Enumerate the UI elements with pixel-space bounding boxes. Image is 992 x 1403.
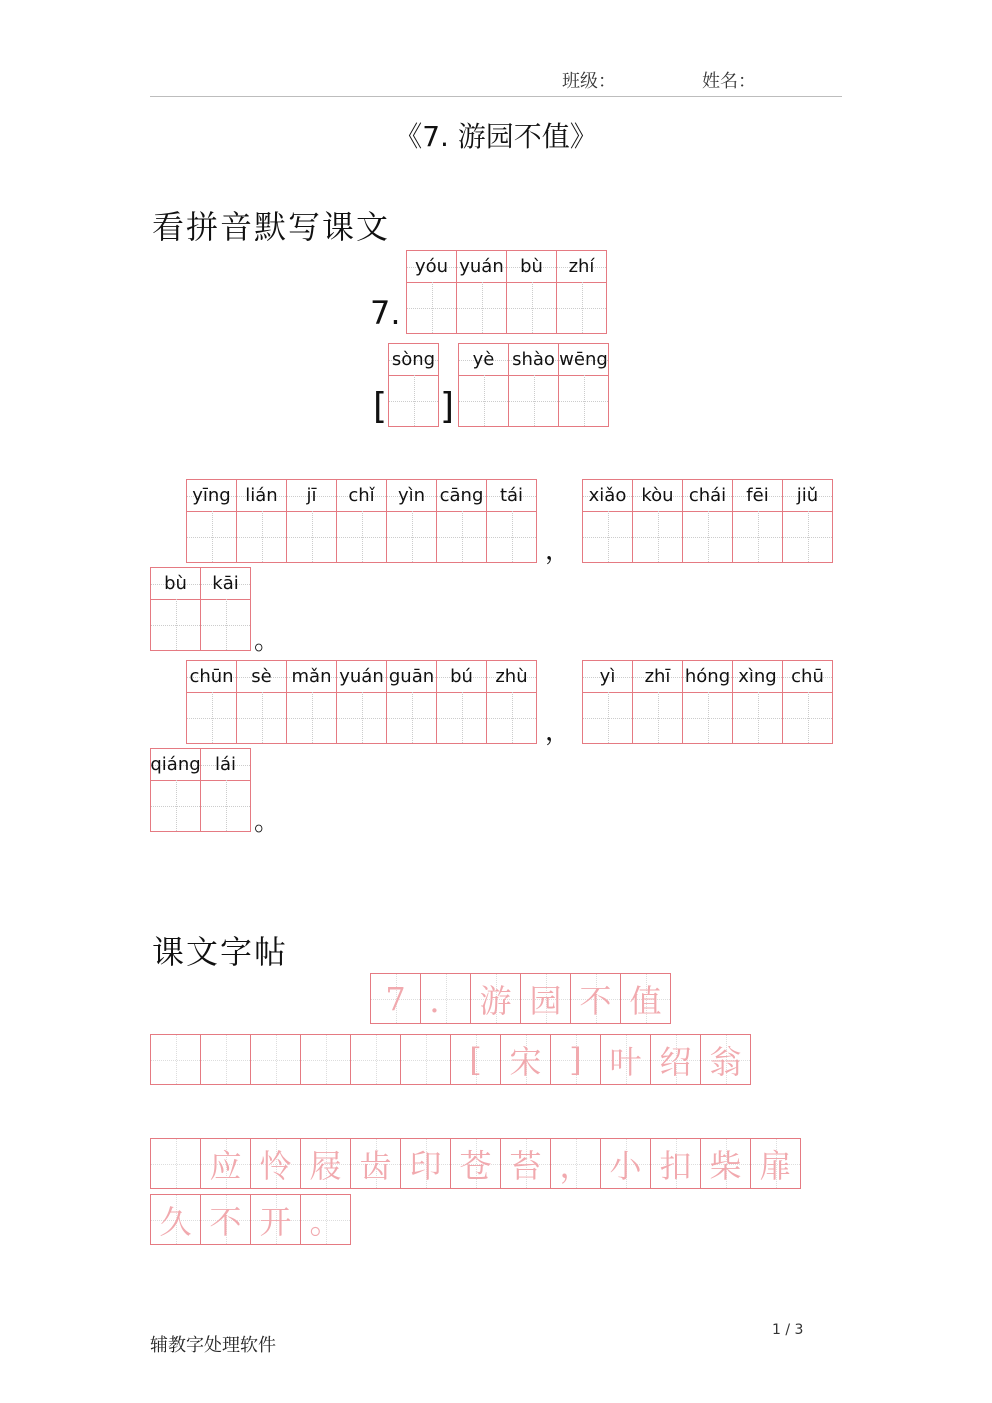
pinyin-text: xìng [738,666,777,687]
pinyin-cell[interactable] [732,479,783,563]
trace-cell[interactable] [650,1034,701,1085]
pinyin-label [457,251,506,283]
pinyin-label [507,251,556,283]
trace-character: 开 [259,1202,292,1241]
pinyin-text: bù [520,256,543,277]
pinyin-text: zhī [644,666,671,687]
trace-cell[interactable] [150,1194,201,1245]
hanzi-writing-box[interactable] [557,282,606,333]
trace-cell[interactable] [570,973,621,1024]
pinyin-cell[interactable] [150,567,201,651]
trace-cell[interactable] [300,1138,351,1189]
trace-cell[interactable] [200,1034,251,1085]
hanzi-writing-box[interactable] [287,692,336,743]
pinyin-label [683,661,732,693]
hanzi-writing-box[interactable] [407,282,456,333]
trace-character: ， [559,1146,592,1185]
trace-cell[interactable] [150,1034,201,1085]
hanzi-writing-box[interactable] [237,511,286,562]
line2-second-half-grid [582,660,833,744]
pinyin-cell[interactable] [508,343,559,427]
trace-character: 值 [629,981,662,1020]
pinyin-text: yìn [397,485,426,506]
hanzi-writing-box[interactable] [633,511,682,562]
pinyin-text: jī [306,485,317,506]
line1-second-half-grid [582,479,833,563]
pinyin-text: yīng [192,485,231,506]
pinyin-text: yóu [414,256,449,277]
pinyin-text: cāng [439,485,484,506]
pinyin-label [237,661,286,693]
hanzi-writing-box[interactable] [237,692,286,743]
copybook-poem-row-1 [150,1138,801,1189]
pinyin-label [337,661,386,693]
pinyin-text: yì [599,666,616,687]
line1-comma: ， [545,536,572,566]
trace-character: 绍 [659,1042,692,1081]
trace-cell[interactable] [500,1034,551,1085]
pinyin-cell[interactable] [782,660,833,744]
pinyin-cell[interactable] [388,343,439,427]
trace-character: 游 [479,981,512,1020]
poet-pinyin-grid [458,343,609,427]
pinyin-cell[interactable] [436,479,487,563]
hanzi-writing-box[interactable] [287,511,336,562]
trace-cell[interactable] [350,1138,401,1189]
pinyin-label [459,344,508,376]
trace-character: [ [469,1040,482,1079]
pinyin-text: yè [472,349,495,370]
trace-cell[interactable] [420,973,471,1024]
pinyin-text: bú [450,666,473,687]
hanzi-writing-box[interactable] [583,692,632,743]
trace-cell[interactable] [300,1194,351,1245]
trace-cell[interactable] [350,1034,401,1085]
trace-character: 不 [579,981,612,1020]
trace-cell[interactable] [150,1138,201,1189]
trace-cell[interactable] [400,1034,451,1085]
trace-cell[interactable] [750,1138,801,1189]
author-bracket-close: ] [440,386,455,427]
hanzi-writing-box[interactable] [151,599,200,650]
pinyin-label [389,344,438,376]
pinyin-text: kòu [641,485,674,506]
hanzi-writing-box[interactable] [683,511,732,562]
title-pinyin-grid [406,250,607,334]
class-label: 班级： [562,71,616,92]
pinyin-label [387,480,436,512]
dynasty-pinyin-grid [388,343,439,427]
trace-character: 扉 [759,1146,792,1185]
pinyin-label [151,749,200,781]
hanzi-writing-box[interactable] [201,780,250,831]
trace-cell[interactable] [470,973,521,1024]
trace-character: 应 [209,1146,242,1185]
pinyin-text: wēng [559,349,608,370]
pinyin-cell[interactable] [682,479,733,563]
pinyin-text: sòng [391,349,436,370]
document-title: 《7. 游园不值》 [394,120,598,153]
pinyin-label [287,661,336,693]
pinyin-cell[interactable] [200,748,251,832]
trace-cell[interactable] [600,1034,651,1085]
trace-character: 久 [159,1202,192,1241]
trace-cell[interactable] [370,973,421,1024]
trace-character: ] [569,1040,582,1079]
trace-character: 扣 [659,1146,692,1185]
pinyin-cell[interactable] [732,660,783,744]
pinyin-text: shào [512,349,555,370]
pinyin-cell[interactable] [582,479,633,563]
pinyin-cell[interactable] [486,660,537,744]
hanzi-writing-box[interactable] [733,511,782,562]
pinyin-label [509,344,558,376]
pinyin-label [559,344,608,376]
hanzi-writing-box[interactable] [733,692,782,743]
hanzi-writing-box[interactable] [487,511,536,562]
hanzi-writing-box[interactable] [201,599,250,650]
hanzi-writing-box[interactable] [633,692,682,743]
pinyin-text: lái [214,754,237,775]
line2-period: 。 [254,807,281,837]
hanzi-writing-box[interactable] [387,692,436,743]
pinyin-label [201,568,250,600]
pinyin-label [783,661,832,693]
hanzi-writing-box[interactable] [437,692,486,743]
pinyin-label [633,661,682,693]
pinyin-text: qiáng [150,754,201,775]
hanzi-writing-box[interactable] [509,375,558,426]
pinyin-cell[interactable] [406,250,457,334]
pinyin-label [583,480,632,512]
name-label: 姓名： [702,71,756,92]
pinyin-text: zhù [495,666,528,687]
pinyin-label [633,480,682,512]
pinyin-cell[interactable] [456,250,507,334]
trace-character: 苔 [509,1146,542,1185]
pinyin-cell[interactable] [186,660,237,744]
pinyin-cell[interactable] [436,660,487,744]
trace-character: 齿 [359,1146,392,1185]
line1-continuation-grid [150,567,251,651]
trace-character: 。 [309,1202,342,1241]
trace-cell[interactable] [600,1138,651,1189]
pinyin-label [583,661,632,693]
pinyin-label [733,480,782,512]
pinyin-cell[interactable] [386,660,437,744]
pinyin-cell[interactable] [558,343,609,427]
pinyin-label [487,480,536,512]
footer-software-name: 辅教字处理软件 [150,1335,276,1356]
trace-character: 叶 [609,1042,642,1081]
trace-cell[interactable] [300,1034,351,1085]
trace-cell[interactable] [450,1138,501,1189]
line2-continuation-grid [150,748,251,832]
pinyin-label [733,661,782,693]
trace-character: 苍 [459,1146,492,1185]
hanzi-writing-box[interactable] [559,375,608,426]
pinyin-cell[interactable] [386,479,437,563]
hanzi-writing-box[interactable] [337,511,386,562]
trace-character: 屐 [309,1146,342,1185]
pinyin-cell[interactable] [632,660,683,744]
hanzi-writing-box[interactable] [437,511,486,562]
pinyin-cell[interactable] [186,479,237,563]
pinyin-text: mǎn [291,666,332,687]
trace-cell[interactable] [500,1138,551,1189]
trace-character: 7 [385,979,406,1018]
hanzi-writing-box[interactable] [683,692,732,743]
line2-comma: ， [545,717,572,747]
trace-cell[interactable] [250,1138,301,1189]
pinyin-text: hóng [684,666,731,687]
trace-character: 怜 [259,1146,292,1185]
pinyin-label [487,661,536,693]
trace-cell[interactable] [620,973,671,1024]
pinyin-label [287,480,336,512]
header-divider [150,96,842,97]
hanzi-writing-box[interactable] [487,692,536,743]
pinyin-cell[interactable] [506,250,557,334]
pinyin-label [407,251,456,283]
section-title-pinyin-dictation: 看拼音默写课文 [152,208,391,246]
pinyin-text: kāi [212,573,239,594]
pinyin-cell[interactable] [486,479,537,563]
pinyin-label [187,661,236,693]
pinyin-label [187,480,236,512]
trace-cell[interactable] [520,973,571,1024]
pinyin-text: chūn [189,666,234,687]
pinyin-text: xiǎo [588,485,627,506]
pinyin-label [783,480,832,512]
hanzi-writing-box[interactable] [783,511,832,562]
pinyin-text: chái [688,485,727,506]
pinyin-text: fēi [746,485,769,506]
author-bracket-open: [ [373,386,388,427]
trace-cell[interactable] [250,1034,301,1085]
pinyin-text: jiǔ [796,485,819,506]
pinyin-cell[interactable] [458,343,509,427]
pinyin-cell[interactable] [286,479,337,563]
pinyin-label [151,568,200,600]
pinyin-text: guān [388,666,435,687]
hanzi-writing-box[interactable] [187,692,236,743]
trace-cell[interactable] [700,1138,751,1189]
hanzi-writing-box[interactable] [457,282,506,333]
trace-cell[interactable] [650,1138,701,1189]
section-title-copybook: 课文字帖 [152,933,289,971]
pinyin-label [683,480,732,512]
pinyin-cell[interactable] [682,660,733,744]
pinyin-label [201,749,250,781]
lesson-number: 7. [370,294,401,332]
hanzi-writing-box[interactable] [151,780,200,831]
pinyin-text: yuán [459,256,504,277]
copybook-title-row [370,973,671,1024]
line1-period: 。 [254,626,281,656]
pinyin-cell[interactable] [236,479,287,563]
pinyin-cell[interactable] [150,748,201,832]
copybook-author-row [150,1034,751,1085]
pinyin-cell[interactable] [336,479,387,563]
pinyin-text: bù [164,573,187,594]
hanzi-writing-box[interactable] [459,375,508,426]
hanzi-writing-box[interactable] [583,511,632,562]
trace-character: 印 [409,1146,442,1185]
trace-character: 柴 [709,1146,742,1185]
pinyin-cell[interactable] [200,567,251,651]
hanzi-writing-box[interactable] [387,511,436,562]
pinyin-cell[interactable] [286,660,337,744]
hanzi-writing-box[interactable] [389,375,438,426]
trace-cell[interactable] [550,1138,601,1189]
pinyin-cell[interactable] [782,479,833,563]
pinyin-text: lián [245,485,278,506]
hanzi-writing-box[interactable] [507,282,556,333]
trace-cell[interactable] [450,1034,501,1085]
hanzi-writing-box[interactable] [337,692,386,743]
pinyin-cell[interactable] [582,660,633,744]
pinyin-label [557,251,606,283]
pinyin-text: tái [499,485,524,506]
trace-cell[interactable] [550,1034,601,1085]
trace-character: 翁 [709,1042,742,1081]
trace-character: 宋 [509,1042,542,1081]
trace-character: ． [429,981,462,1020]
trace-character: 不 [209,1202,242,1241]
pinyin-text: chū [791,666,824,687]
trace-cell[interactable] [400,1138,451,1189]
pinyin-label [437,661,486,693]
pinyin-cell[interactable] [632,479,683,563]
trace-character: 园 [529,981,562,1020]
pinyin-text: chǐ [348,485,375,506]
pinyin-cell[interactable] [336,660,387,744]
trace-character: 小 [609,1146,642,1185]
pinyin-cell[interactable] [556,250,607,334]
pinyin-text: sè [251,666,272,687]
trace-cell[interactable] [700,1034,751,1085]
pinyin-label [387,661,436,693]
pinyin-label [337,480,386,512]
pinyin-text: zhí [568,256,595,277]
hanzi-writing-box[interactable] [187,511,236,562]
trace-cell[interactable] [200,1194,251,1245]
pinyin-label [437,480,486,512]
line2-first-half-grid [186,660,537,744]
copybook-poem-row-2 [150,1194,351,1245]
trace-cell[interactable] [200,1138,251,1189]
pinyin-text: yuán [339,666,384,687]
pinyin-label [237,480,286,512]
line1-first-half-grid [186,479,537,563]
pinyin-cell[interactable] [236,660,287,744]
page-number: 1 / 3 [772,1322,804,1338]
trace-cell[interactable] [250,1194,301,1245]
hanzi-writing-box[interactable] [783,692,832,743]
